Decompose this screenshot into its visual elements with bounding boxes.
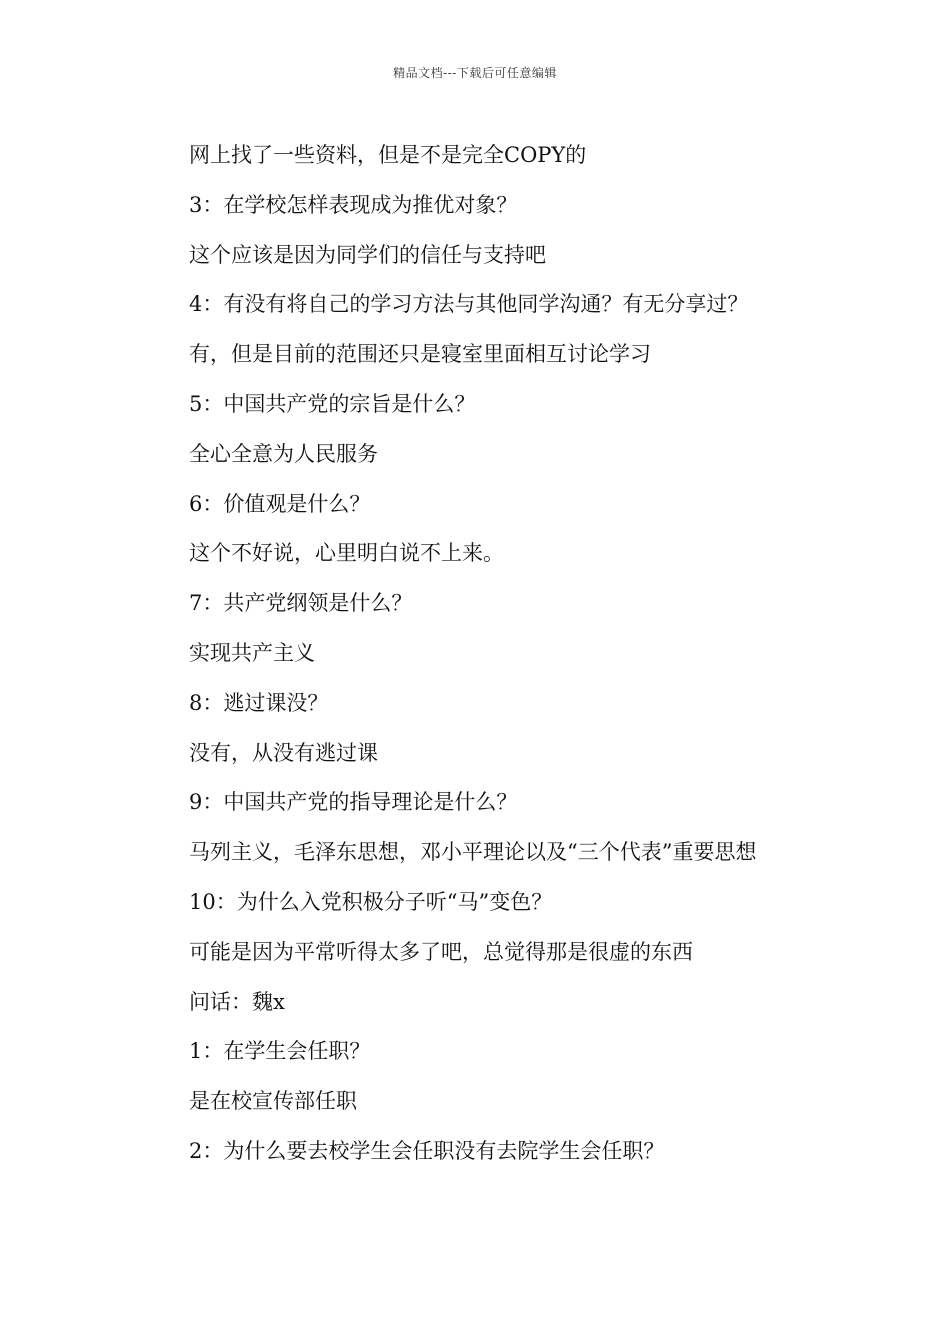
- paragraph: 2：为什么要去校学生会任职没有去院学生会任职？: [189, 1138, 665, 1163]
- paragraph: 是在校宣传部任职: [189, 1089, 357, 1114]
- paragraph: 8：逃过课没？: [189, 690, 329, 715]
- paragraph: 3：在学校怎样表现成为推优对象？: [189, 192, 518, 217]
- paragraph: 问话：魏x: [189, 989, 285, 1014]
- paragraph: 7：共产党纲领是什么？: [189, 591, 413, 616]
- paragraph: 10：为什么入党积极分子听“马”变色？: [189, 889, 553, 914]
- document-body: [144, 131, 814, 1177]
- paragraph: 没有，从没有逃过课: [189, 740, 378, 765]
- paragraph: 全心全意为人民服务: [189, 441, 378, 466]
- paragraph: 6：价值观是什么？: [189, 491, 371, 516]
- paragraph: 可能是因为平常听得太多了吧，总觉得那是很虚的东西: [189, 939, 693, 964]
- paragraph: 4：有没有将自己的学习方法与其他同学沟通？有无分享过？: [189, 292, 749, 317]
- paragraph: 有，但是目前的范围还只是寝室里面相互讨论学习: [189, 342, 651, 367]
- page-header: 精品文档---下载后可任意编辑: [393, 66, 557, 80]
- paragraph: 这个不好说，心里明白说不上来。: [189, 541, 504, 566]
- paragraph: 马列主义，毛泽东思想，邓小平理论以及“三个代表”重要思想: [189, 840, 757, 865]
- paragraph: 网上找了一些资料，但是不是完全COPY的: [189, 143, 587, 167]
- paragraph: 5：中国共产党的宗旨是什么？: [189, 391, 476, 416]
- paragraph: 1：在学生会任职？: [189, 1039, 371, 1064]
- paragraph: 9：中国共产党的指导理论是什么？: [189, 790, 518, 815]
- paragraph: 这个应该是因为同学们的信任与支持吧: [189, 242, 546, 267]
- paragraph: 实现共产主义: [189, 640, 315, 665]
